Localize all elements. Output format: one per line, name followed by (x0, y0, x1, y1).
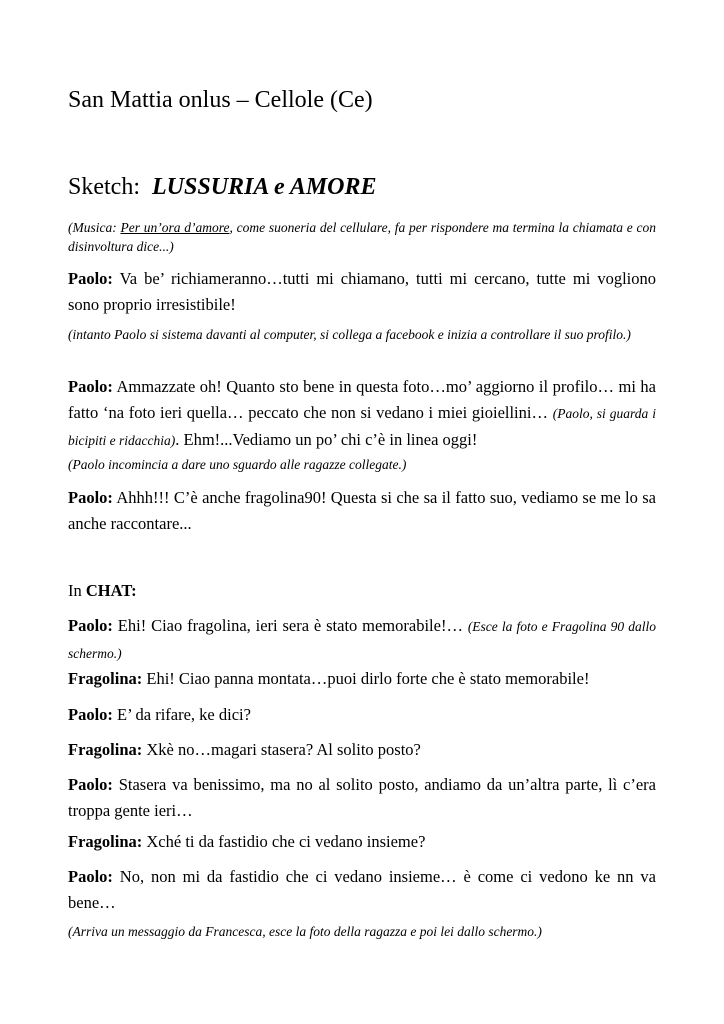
stage-direction-music: (Musica: Per un’ora d’amore, come suoneria del cellulare, fa per rispondere ma termina la chiamata e con disinvoltura dice...) (68, 220, 657, 254)
speaker-name: Paolo: (68, 377, 113, 396)
dialogue-line: Paolo: Va be’ richiameranno…tutti mi chiamano, tutti mi cercano, tutte mi vogliono sono proprio irresistibile! (68, 269, 656, 314)
speaker-name: Fragolina: (68, 832, 143, 851)
speaker-name: Paolo: (68, 269, 113, 288)
sketch-title: LUSSURIA e AMORE (152, 174, 377, 200)
sketch-prefix: Sketch: (68, 174, 140, 200)
speaker-name: Fragolina: (68, 740, 143, 759)
speaker-name: Paolo: (68, 775, 113, 794)
speaker-name: Paolo: (68, 867, 113, 886)
dialogue-line: Paolo: Ahhh!!! C’è anche fragolina90! Questa si che sa il fatto suo, vediamo se me lo sa anche raccontare... (68, 488, 656, 533)
chat-line: Fragolina: Ehi! Ciao panna montata…puoi dirlo forte che è stato memorabile! (68, 669, 590, 688)
stage-direction-computer: (intanto Paolo si sistema davanti al computer, si collega a facebook e inizia a controllare il suo profilo.) (68, 327, 631, 342)
chat-line: Paolo: E’ da rifare, ke dici? (68, 705, 251, 724)
inline-stage-direction: (Paolo, si guarda i bicipiti e ridacchia) (68, 406, 656, 448)
song-title: Per un’ora d’amore (120, 220, 230, 235)
speaker-name: Fragolina: (68, 669, 143, 688)
stage-direction-message: (Arriva un messaggio da Francesca, esce la foto della ragazza e poi lei dallo schermo.) (68, 924, 542, 939)
chat-line: Paolo: No, non mi da fastidio che ci vedano insieme… è come ci vedono ke nn va bene… (68, 867, 656, 912)
chat-heading: In CHAT: (68, 581, 137, 600)
organization-heading: San Mattia onlus – Cellole (Ce) (68, 87, 373, 113)
stage-direction-glance: (Paolo incomincia a dare uno sguardo alle ragazze collegate.) (68, 457, 407, 472)
chat-line: Paolo: Ehi! Ciao fragolina, ieri sera è stato memorabile!… (Esce la foto e Fragolina 90 dallo schermo.) (68, 616, 656, 661)
inline-stage-direction: (Esce la foto e Fragolina 90 dallo schermo.) (68, 619, 656, 661)
sketch-heading (68, 174, 377, 201)
chat-line: Fragolina: Xché ti da fastidio che ci vedano insieme? (68, 832, 426, 851)
dialogue-line: Paolo: Ammazzate oh! Quanto sto bene in questa foto…mo’ aggiorno il profilo… mi ha fatto ‘na foto ieri quella… peccato che non si vedano i miei gioiellini… (Paolo, si guarda i bicipiti e ridacchia). Ehm!...Vediamo un po’ chi c’è in linea oggi! (68, 377, 656, 449)
chat-line: Fragolina: Xkè no…magari stasera? Al solito posto? (68, 740, 421, 759)
speaker-name: Paolo: (68, 705, 113, 724)
chat-line: Paolo: Stasera va benissimo, ma no al solito posto, andiamo da un’altra parte, lì c’era troppa gente ieri… (68, 775, 656, 820)
speaker-name: Paolo: (68, 616, 113, 635)
speaker-name: Paolo: (68, 488, 113, 507)
